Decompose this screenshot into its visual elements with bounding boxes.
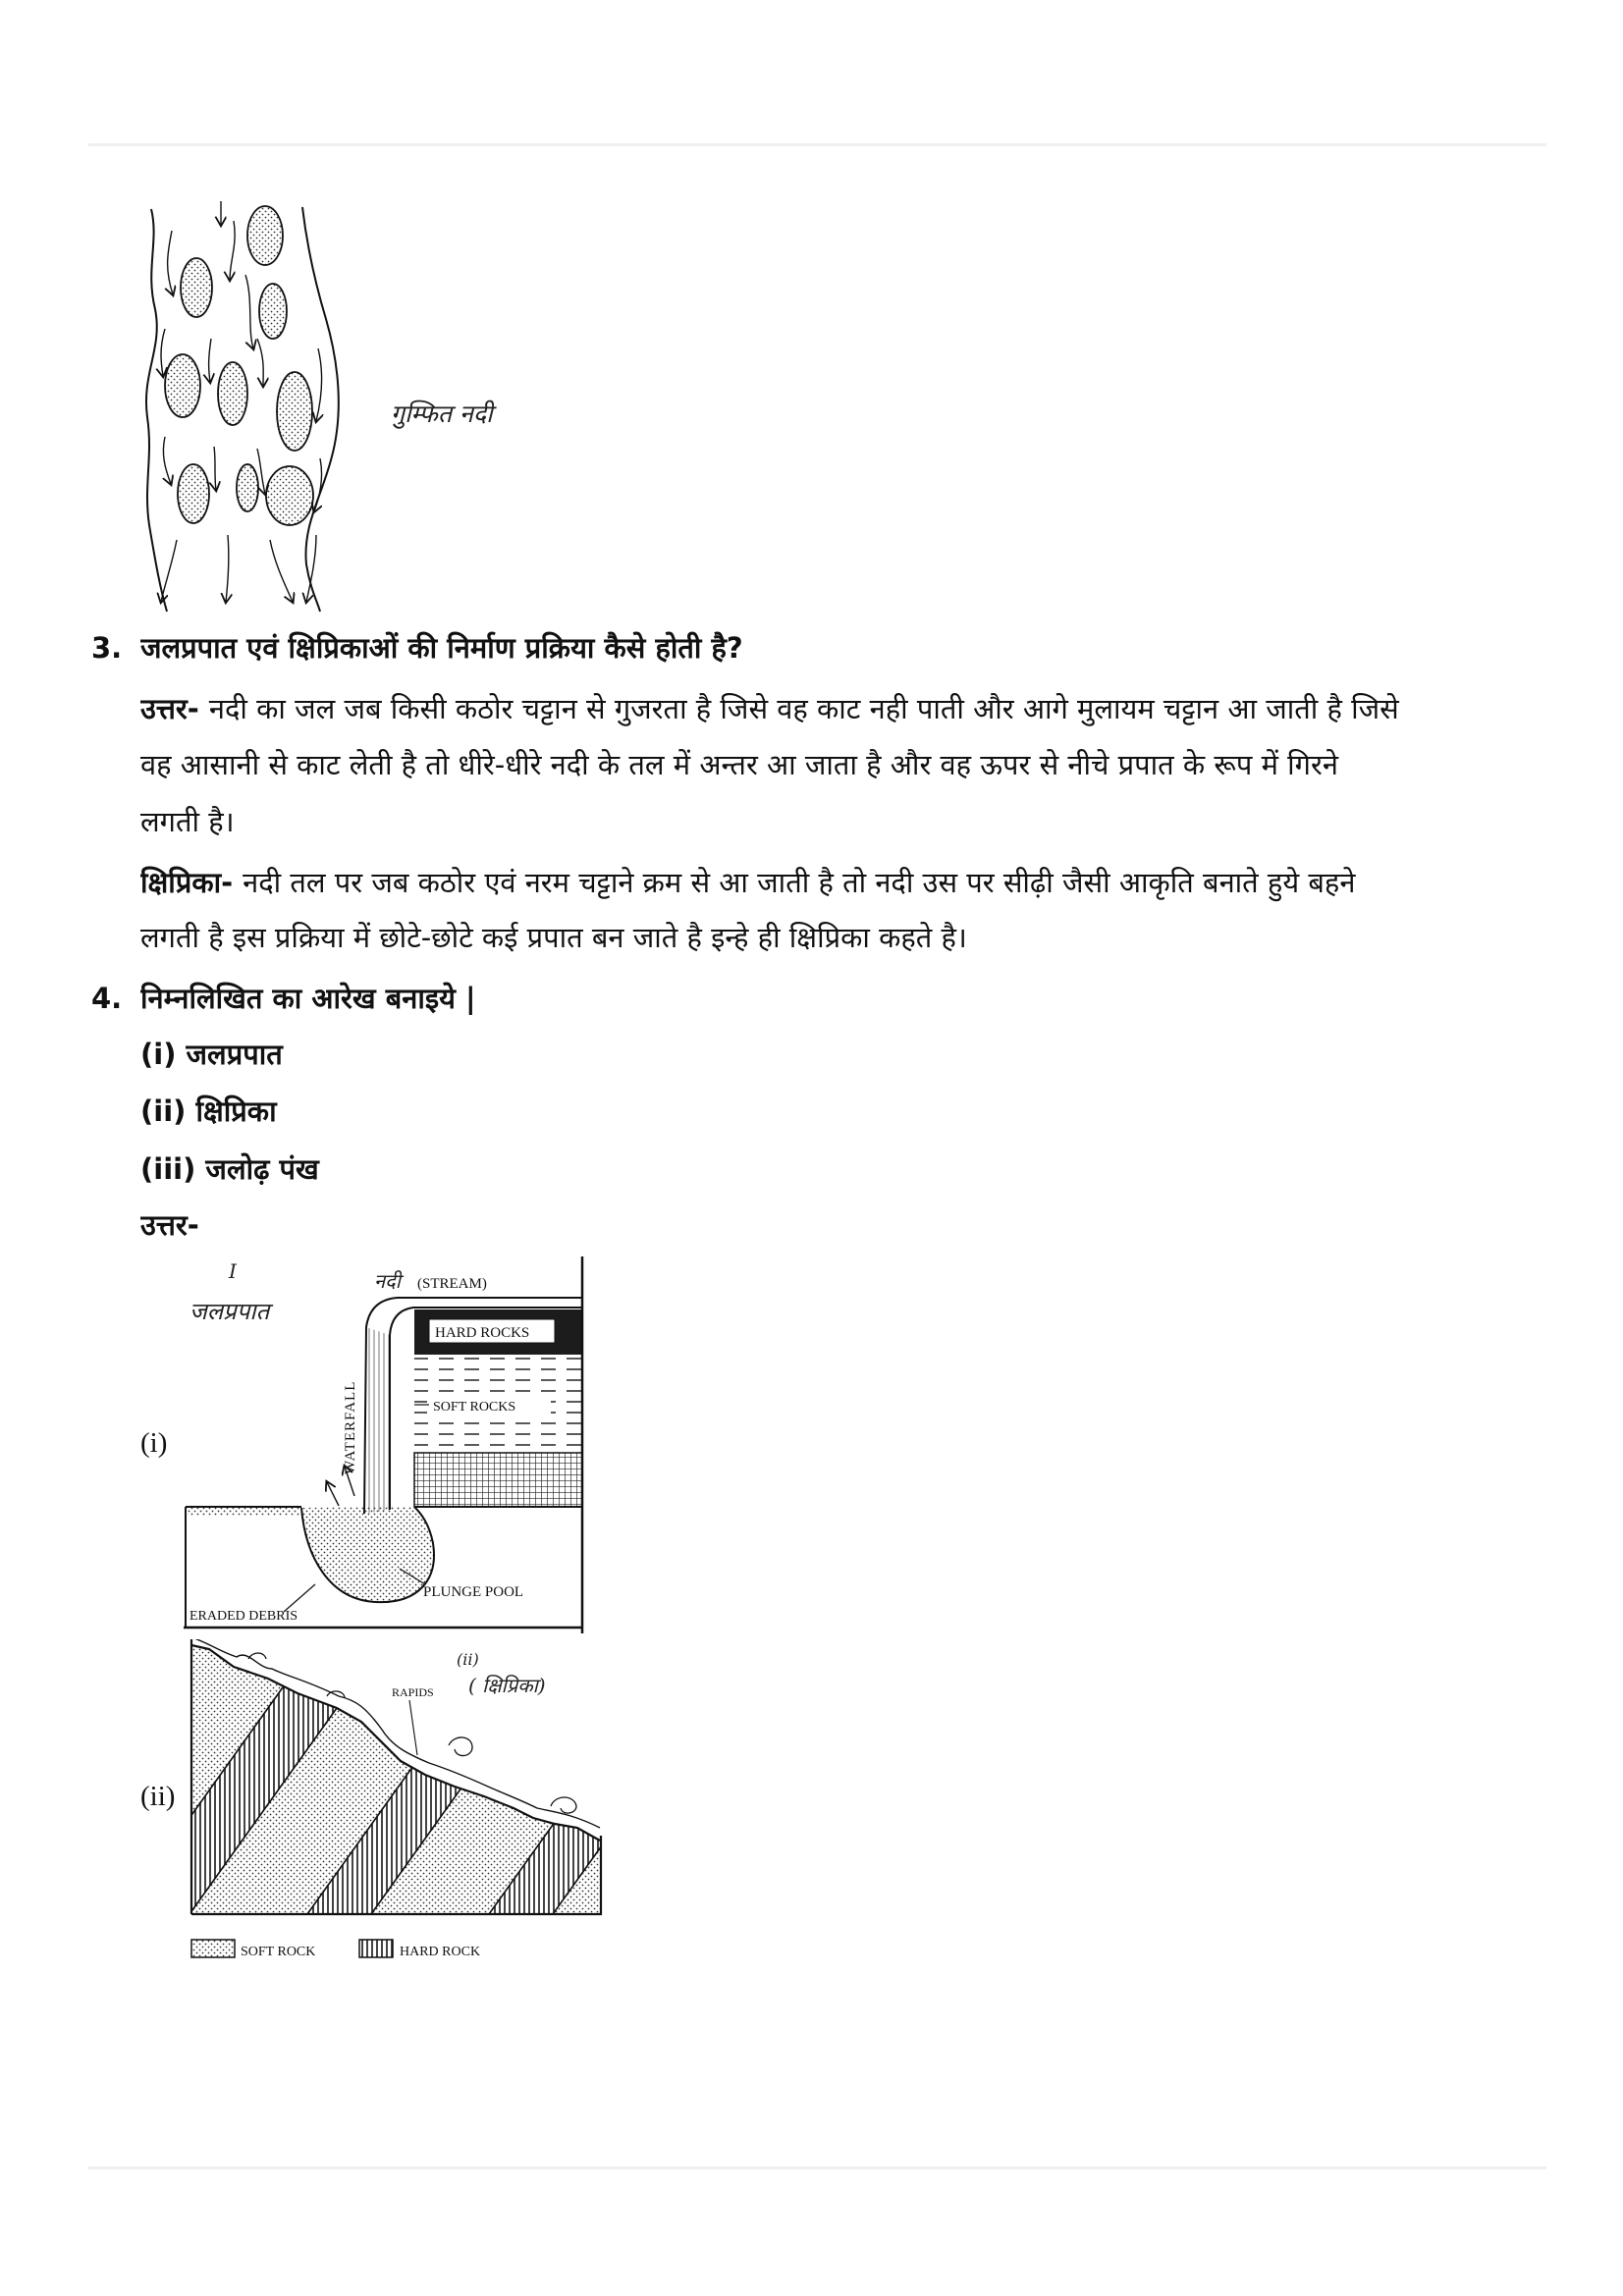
rock-legend — [189, 1934, 514, 1965]
question-3-number: 3. — [91, 631, 123, 665]
rapids-definition-text: नदी तल पर जब कठोर एवं नरम चट्टाने क्रम से आ जाती है तो नदी उस पर सीढ़ी जैसी आकृति बनाते हुये बहने — [243, 866, 1356, 899]
waterfall-figure-number: (i) — [140, 1427, 168, 1459]
island — [218, 362, 247, 425]
soft-rock-swatch — [191, 1940, 235, 1957]
question-3-text: जलप्रपात एवं क्षिप्रिकाओं की निर्माण प्रक्रिया कैसे होती है? — [140, 631, 743, 665]
question-4-text: निम्नलिखित का आरेख बनाइये | — [140, 982, 476, 1015]
stream-label: (STREAM) — [417, 1276, 487, 1292]
island — [277, 372, 312, 451]
river-islands — [165, 206, 313, 525]
braided-river-diagram — [137, 201, 349, 614]
answer-label: उत्तर- — [140, 692, 199, 725]
braided-river-label: गुम्फित नदी — [391, 400, 493, 428]
rapids-hand-number: (ii) — [457, 1650, 479, 1669]
rapids-figure-number: (ii) — [140, 1781, 176, 1812]
rapids-definition-line-1 — [140, 861, 1554, 904]
legend-hard-rock: HARD ROCK — [400, 1945, 481, 1959]
hard-rocks-label: HARD ROCKS — [435, 1325, 530, 1341]
rapids-definition-line-2: लगती है इस प्रक्रिया में छोटे-छोटे कई प्रपात बन जाते है इन्हे ही क्षिप्रिका कहते है। — [140, 921, 967, 954]
island — [237, 464, 258, 511]
bottom-divider — [88, 2166, 1546, 2169]
question-4-item-2: (ii) क्षिप्रिका — [140, 1095, 277, 1128]
falling-water — [364, 1327, 390, 1514]
answer-4-label: उत्तर- — [140, 1208, 199, 1242]
left-bank — [146, 209, 167, 612]
waterfall-hand-title: जलप्रपात — [189, 1298, 270, 1325]
top-divider — [88, 143, 1546, 146]
plunge-pool-label: PLUNGE POOL — [423, 1584, 524, 1600]
rapids-label: RAPIDS — [392, 1685, 434, 1699]
rapids-diagram — [189, 1639, 607, 1919]
ground-surface — [186, 1508, 299, 1516]
island — [259, 284, 287, 339]
island — [181, 258, 212, 317]
rapids-definition-label: क्षिप्रिका- — [140, 866, 234, 899]
island — [247, 206, 283, 265]
legend-soft-rock: SOFT ROCK — [241, 1945, 316, 1959]
question-4-item-1: (i) जलप्रपात — [140, 1038, 283, 1071]
soft-rocks-label: SOFT ROCKS — [433, 1400, 516, 1415]
answer-3-line-2: वह आसानी से काट लेती है तो धीरे-धीरे नदी के तल में अन्तर आ जाता है और वह ऊपर से नीचे प्रपात के रूप में गिरने — [140, 748, 1338, 781]
answer-3-line-3: लगती है। — [140, 805, 235, 838]
waterfall-hand-number: I — [229, 1259, 237, 1283]
stream-hindi-label: नदी — [374, 1269, 401, 1293]
plunge-pool — [301, 1507, 434, 1602]
island — [165, 354, 200, 417]
waterfall-diagram — [182, 1256, 589, 1641]
question-4-number: 4. — [91, 982, 123, 1015]
answer-text: नदी का जल जब किसी कठोर चट्टान से गुजरता है जिसे वह काट नही पाती और आगे मुलायम चट्टान आ जाती है जिसे — [208, 692, 1399, 725]
rapids-hand-title: ( क्षिप्रिका) — [468, 1674, 546, 1697]
hard-rock-swatch — [359, 1940, 393, 1957]
island — [178, 464, 209, 523]
waterfall-label: WATERFALL — [343, 1380, 358, 1474]
answer-3-line-1 — [140, 687, 1554, 730]
crosshatch-layer — [414, 1453, 582, 1507]
debris-label: ERADED DEBRIS — [189, 1609, 298, 1624]
question-4-item-3: (iii) जलोढ़ पंख — [140, 1152, 319, 1186]
island — [266, 466, 313, 525]
